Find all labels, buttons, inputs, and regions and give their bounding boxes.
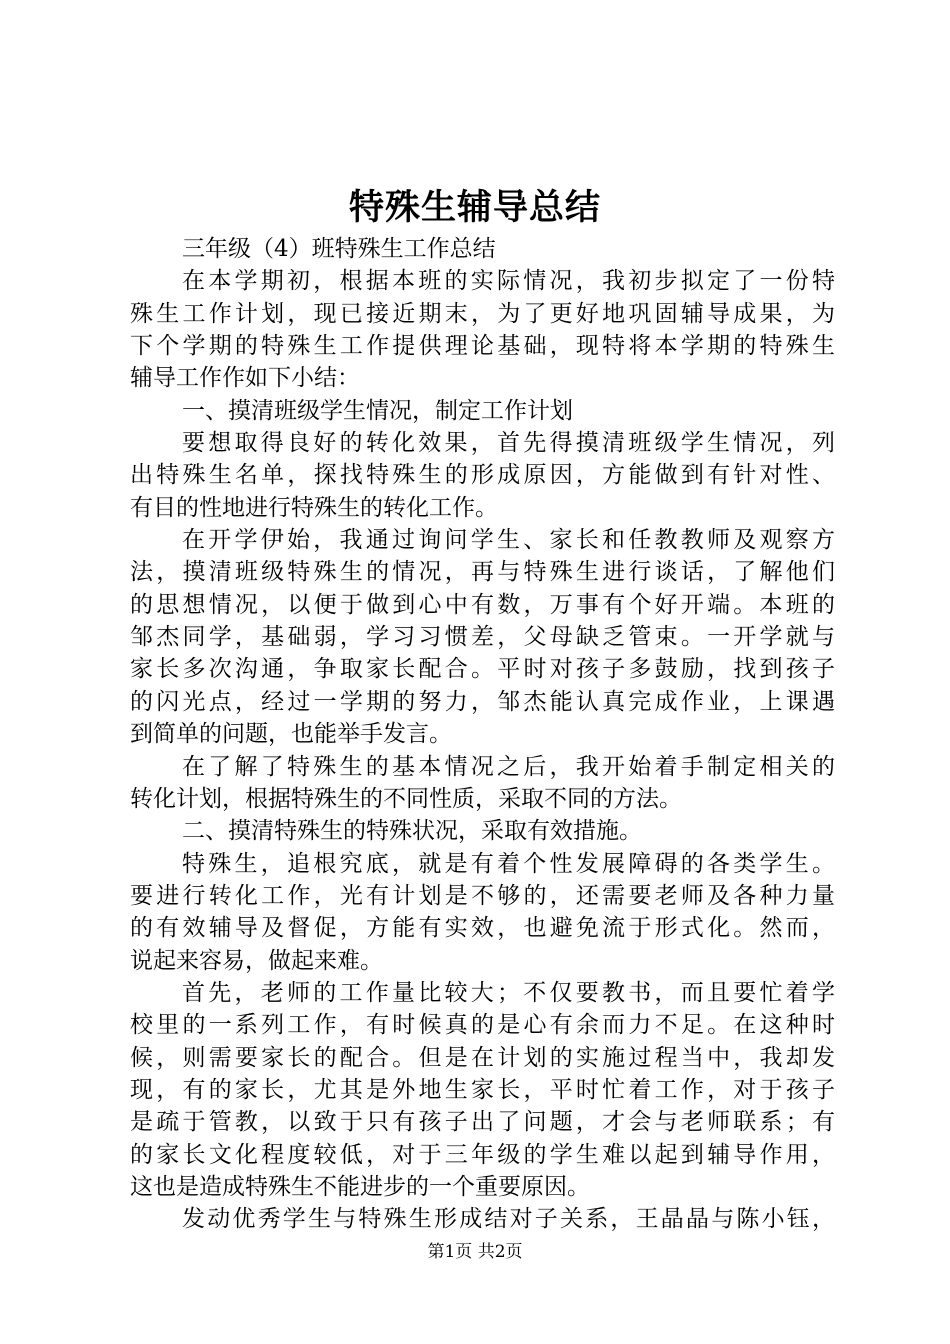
- text-line: 有目的性地进行特殊生的转化工作。: [130, 494, 498, 521]
- text-line: 家长多次沟通，争取家长配合。平时对孩子多鼓励，找到孩子: [130, 656, 835, 683]
- text-line: 的思想情况，以便于做到心中有数，万事有个好开端。本班的: [130, 591, 835, 618]
- text-line: 特殊生，追根究底，就是有着个性发展障碍的各类学生。: [182, 850, 835, 877]
- text-line: 首先，老师的工作量比较大；不仅要教书，而且要忙着学: [182, 979, 835, 1006]
- text-line: 在了解了特殊生的基本情况之后，我开始着手制定相关的: [182, 753, 835, 780]
- text-line: 的家长文化程度较低，对于三年级的学生难以起到辅导作用，: [130, 1141, 835, 1168]
- text-line: 转化计划，根据特殊生的不同性质，采取不同的方法。: [130, 785, 682, 812]
- document-title: 特殊生辅导总结: [348, 187, 601, 228]
- page-number-footer: 第1页 共2页: [427, 1242, 523, 1262]
- text-line: 发动优秀学生与特殊生形成结对子关系，王晶晶与陈小钰，: [182, 1206, 835, 1233]
- text-line: 辅导工作作如下小结：: [130, 365, 360, 392]
- text-line: 出特殊生名单，探找特殊生的形成原因，方能做到有针对性、: [130, 462, 835, 489]
- text-line: 法，摸清班级特殊生的情况，再与特殊生进行谈话，了解他们: [130, 559, 835, 586]
- text-line: 校里的一系列工作，有时候真的是心有余而力不足。在这种时: [130, 1012, 835, 1039]
- text-line: 二、摸清特殊生的特殊状况，采取有效措施。: [182, 818, 642, 845]
- text-line: 三年级（4）班特殊生工作总结: [182, 236, 496, 262]
- document-body: [130, 233, 835, 1236]
- text-line: 邹杰同学，基础弱，学习习惯差，父母缺乏管束。一开学就与: [130, 624, 835, 651]
- text-line: 殊生工作计划，现已接近期末，为了更好地巩固辅导成果，为: [130, 300, 835, 327]
- text-line: 的闪光点，经过一学期的努力，邹杰能认真完成作业，上课遇: [130, 688, 835, 715]
- text-line: 的有效辅导及督促，方能有实效，也避免流于形式化。然而，: [130, 915, 835, 942]
- text-line: 一、摸清班级学生情况，制定工作计划: [182, 397, 573, 424]
- text-line: 是疏于管教，以致于只有孩子出了问题，才会与老师联系；有: [130, 1109, 835, 1136]
- text-line: 要进行转化工作，光有计划是不够的，还需要老师及各种力量: [130, 882, 835, 909]
- text-line: 在本学期初，根据本班的实际情况，我初步拟定了一份特: [182, 268, 835, 295]
- text-line: 这也是造成特殊生不能进步的一个重要原因。: [130, 1173, 590, 1200]
- text-line: 下个学期的特殊生工作提供理论基础，现特将本学期的特殊生: [130, 333, 835, 360]
- text-line: 说起来容易，做起来难。: [130, 947, 383, 974]
- text-line: 到简单的问题，也能举手发言。: [130, 721, 452, 748]
- text-line: 现，有的家长，尤其是外地生家长，平时忙着工作，对于孩子: [130, 1076, 835, 1103]
- text-line: 候，则需要家长的配合。但是在计划的实施过程当中，我却发: [130, 1044, 835, 1071]
- text-line: 在开学伊始，我通过询问学生、家长和任教教师及观察方: [182, 527, 835, 554]
- text-line: 要想取得良好的转化效果，首先得摸清班级学生情况，列: [182, 430, 835, 457]
